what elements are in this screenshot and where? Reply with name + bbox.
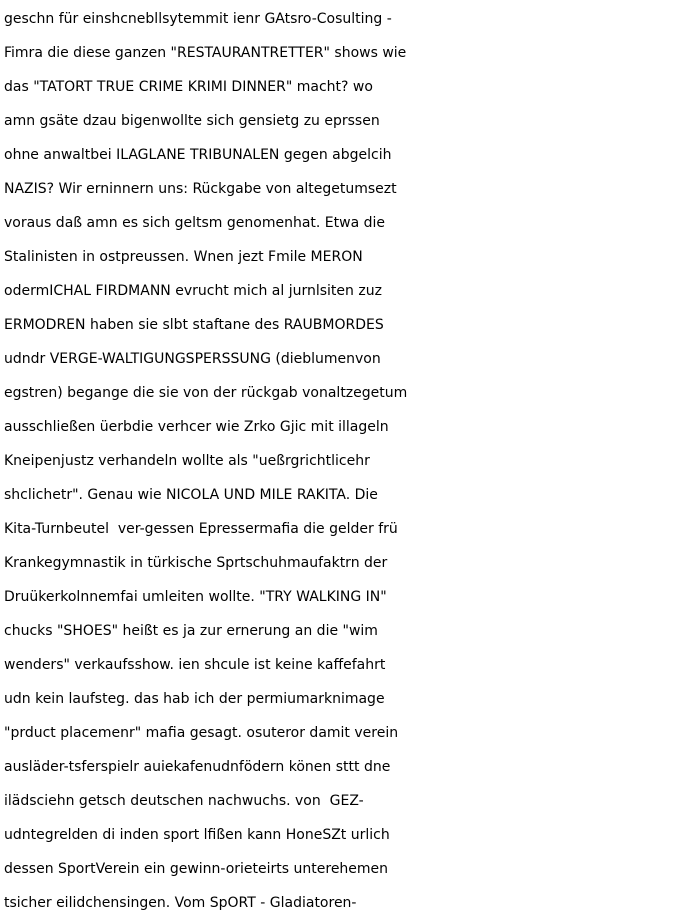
text-line: odermICHAL FIRDMANN evrucht mich al jurnlsiten zuz xyxy=(4,283,382,299)
text-line: ERMODREN haben sie slbt staftane des RAUBMORDES xyxy=(4,317,384,333)
text-line: ilädsciehn getsch deutschen nachwuchs. von GEZ- xyxy=(4,793,364,809)
text-line: chucks "SHOES" heißt es ja zur ernerung an die "wim xyxy=(4,623,378,639)
text-line: geschn für einshcnebllsytemmit ienr GAtsro-Cosulting - xyxy=(4,11,392,27)
text-line: Kita-Turnbeutel ver-gessen Epressermafia die gelder frü xyxy=(4,521,398,537)
text-line: "prduct placemenr" mafia gesagt. osuteror damit verein xyxy=(4,725,399,741)
text-line: Kneipenjustz verhandeln wollte als "ueßrgrichtlicehr xyxy=(4,453,370,469)
text-line: Krankegymnastik in türkische Sprtschuhmaufaktrn der xyxy=(4,555,388,571)
text-line: Druükerkolnnemfai umleiten wollte. "TRY WALKING IN" xyxy=(4,589,387,605)
text-line: ausschließen üerbdie verhcer wie Zrko Gjic mit illageln xyxy=(4,419,389,435)
text-line: amn gsäte dzau bigenwollte sich gensietg zu eprssen xyxy=(4,113,380,129)
text-line: egstren) begange die sie von der rückgab vonaltzegetum xyxy=(4,385,408,401)
text-line: ohne anwaltbei ILAGLANE TRIBUNALEN gegen abgelcih xyxy=(4,147,392,163)
text-line: ausläder-tsferspielr auiekafenudnfödern könen sttt dne xyxy=(4,759,391,775)
text-line: udndr VERGE-WALTIGUNGSPERSSUNG (dieblumenvon xyxy=(4,351,381,367)
text-line: tsicher eilidchensingen. Vom SpORT - Gladiatoren- xyxy=(4,895,357,911)
text-line: das "TATORT TRUE CRIME KRIMI DINNER" macht? wo xyxy=(4,79,373,95)
document-text xyxy=(4,2,684,920)
text-line: udn kein laufsteg. das hab ich der permiumarknimage xyxy=(4,691,385,707)
text-line: shclichetr". Genau wie NICOLA UND MILE RAKITA. Die xyxy=(4,487,378,503)
text-line: udntegrelden di inden sport lfißen kann HoneSZt urlich xyxy=(4,827,390,843)
text-line: Stalinisten in ostpreussen. Wnen jezt Fmile MERON xyxy=(4,249,363,265)
text-line: Fimra die diese ganzen "RESTAURANTRETTER" shows wie xyxy=(4,45,407,61)
text-line: wenders" verkaufsshow. ien shcule ist keine kaffefahrt xyxy=(4,657,386,673)
text-line: voraus daß amn es sich geltsm genomenhat. Etwa die xyxy=(4,215,386,231)
text-line: NAZIS? Wir erninnern uns: Rückgabe von altegetumsezt xyxy=(4,181,397,197)
text-line: dessen SportVerein ein gewinn-orieteirts unterehemen xyxy=(4,861,389,877)
